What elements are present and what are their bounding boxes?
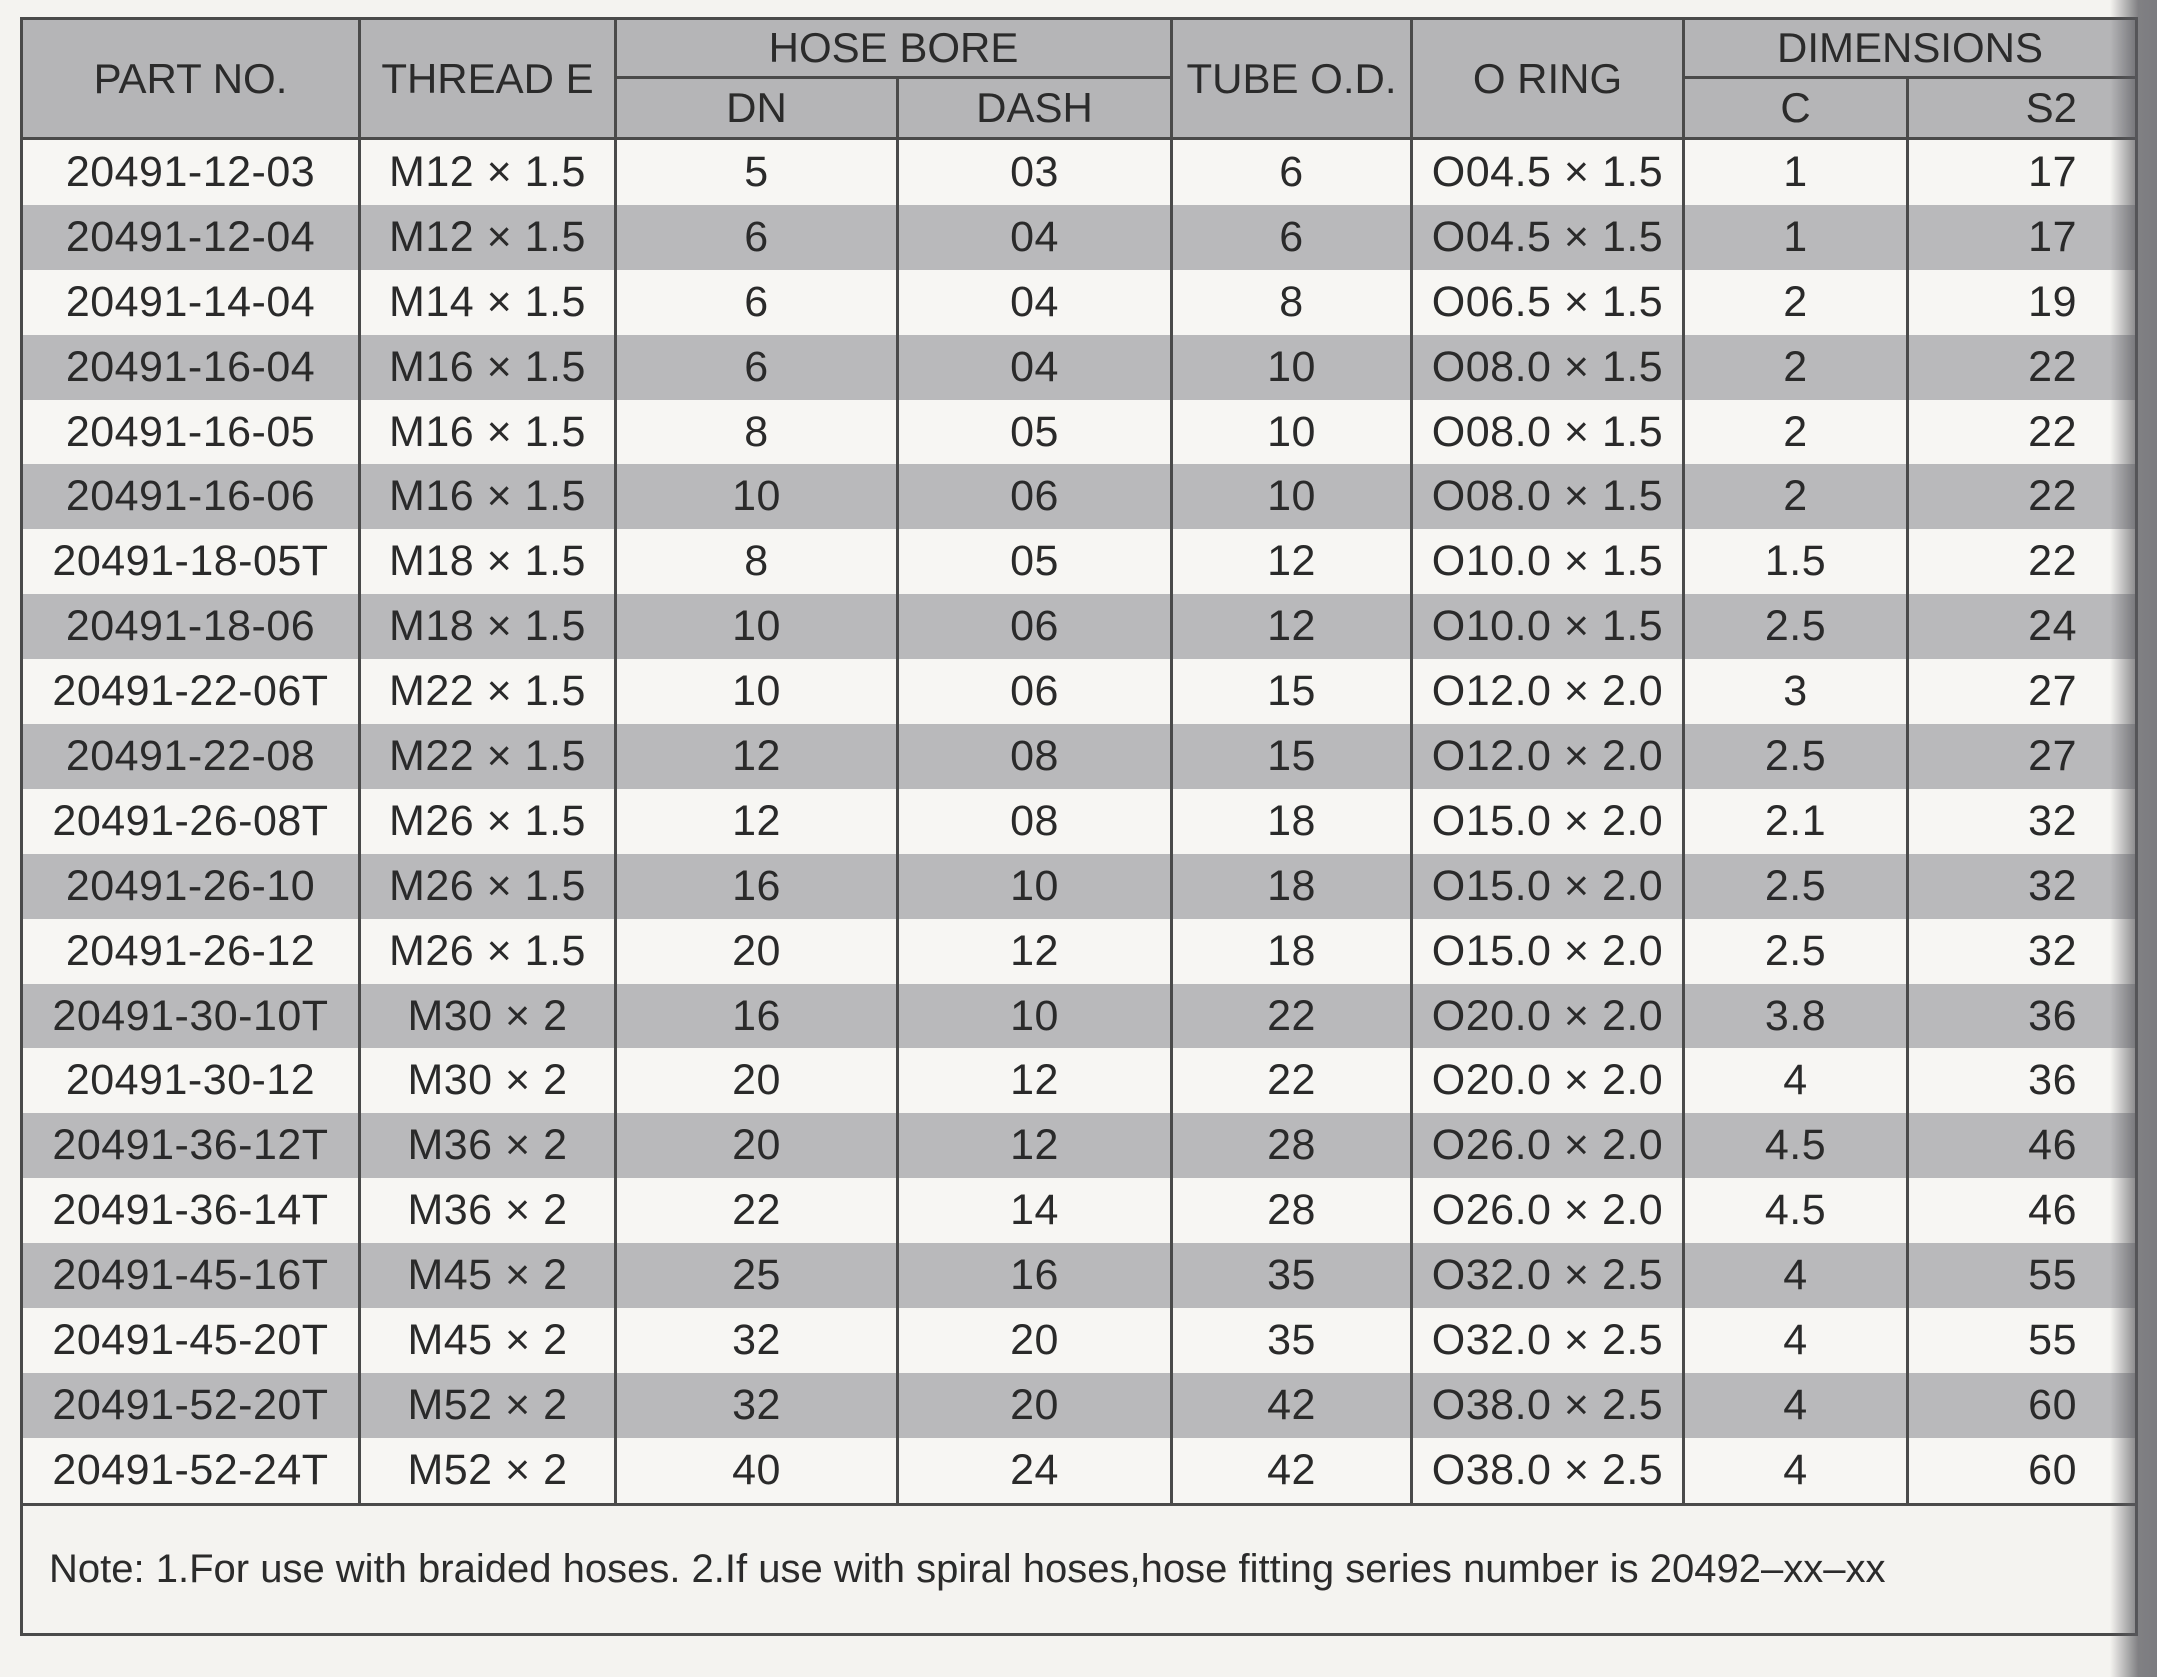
cell-c: 4: [1684, 1308, 1908, 1373]
cell-o-ring: O10.0 × 1.5: [1412, 529, 1684, 594]
cell-s2: 46: [1908, 1178, 2137, 1243]
cell-thread: M26 × 1.5: [360, 854, 616, 919]
cell-part-no: 20491-16-06: [22, 464, 360, 529]
table-row: [22, 1113, 2137, 1178]
table-row: [22, 789, 2137, 854]
table-row: [22, 529, 2137, 594]
table-row: [22, 659, 2137, 724]
cell-dash: 12: [898, 1113, 1172, 1178]
cell-c: 2.5: [1684, 594, 1908, 659]
cell-thread: M45 × 2: [360, 1243, 616, 1308]
table-row: [22, 1048, 2137, 1113]
cell-o-ring: O08.0 × 1.5: [1412, 400, 1684, 465]
table-body: [22, 139, 2137, 1505]
cell-part-no: 20491-36-14T: [22, 1178, 360, 1243]
cell-thread: M45 × 2: [360, 1308, 616, 1373]
cell-dn: 12: [616, 789, 898, 854]
cell-c: 2: [1684, 464, 1908, 529]
cell-tube-od: 22: [1172, 1048, 1412, 1113]
cell-s2: 60: [1908, 1438, 2137, 1504]
cell-c: 3.8: [1684, 984, 1908, 1049]
cell-dash: 06: [898, 464, 1172, 529]
cell-tube-od: 8: [1172, 270, 1412, 335]
cell-thread: M52 × 2: [360, 1438, 616, 1504]
cell-dash: 04: [898, 205, 1172, 270]
cell-tube-od: 42: [1172, 1373, 1412, 1438]
cell-o-ring: O32.0 × 2.5: [1412, 1308, 1684, 1373]
cell-dn: 6: [616, 205, 898, 270]
table-row: [22, 919, 2137, 984]
cell-thread: M12 × 1.5: [360, 205, 616, 270]
cell-dash: 06: [898, 594, 1172, 659]
cell-o-ring: O04.5 × 1.5: [1412, 205, 1684, 270]
cell-dn: 6: [616, 335, 898, 400]
cell-part-no: 20491-16-04: [22, 335, 360, 400]
table-row: [22, 400, 2137, 465]
cell-dn: 10: [616, 594, 898, 659]
cell-thread: M52 × 2: [360, 1373, 616, 1438]
cell-part-no: 20491-26-10: [22, 854, 360, 919]
cell-dn: 5: [616, 139, 898, 205]
cell-c: 2: [1684, 335, 1908, 400]
cell-dash: 20: [898, 1308, 1172, 1373]
cell-dash: 20: [898, 1373, 1172, 1438]
cell-part-no: 20491-18-05T: [22, 529, 360, 594]
cell-dash: 04: [898, 270, 1172, 335]
cell-thread: M16 × 1.5: [360, 464, 616, 529]
cell-s2: 60: [1908, 1373, 2137, 1438]
cell-c: 4.5: [1684, 1113, 1908, 1178]
cell-o-ring: O20.0 × 2.0: [1412, 984, 1684, 1049]
cell-part-no: 20491-45-16T: [22, 1243, 360, 1308]
table-note: Note: 1.For use with braided hoses. 2.If use with spiral hoses,hose fitting series number is 20492–xx–xx: [22, 1504, 2137, 1634]
cell-c: 2.5: [1684, 854, 1908, 919]
cell-s2: 36: [1908, 1048, 2137, 1113]
cell-part-no: 20491-30-12: [22, 1048, 360, 1113]
cell-dn: 22: [616, 1178, 898, 1243]
cell-o-ring: O26.0 × 2.0: [1412, 1178, 1684, 1243]
cell-o-ring: O20.0 × 2.0: [1412, 1048, 1684, 1113]
cell-part-no: 20491-14-04: [22, 270, 360, 335]
cell-c: 2.1: [1684, 789, 1908, 854]
page-edge-shadow: [2110, 0, 2157, 1677]
cell-dn: 10: [616, 464, 898, 529]
cell-s2: 27: [1908, 724, 2137, 789]
header-o-ring: O RING: [1412, 19, 1684, 139]
cell-tube-od: 6: [1172, 139, 1412, 205]
cell-o-ring: O15.0 × 2.0: [1412, 919, 1684, 984]
cell-dn: 16: [616, 854, 898, 919]
cell-o-ring: O12.0 × 2.0: [1412, 724, 1684, 789]
header-thread: THREAD E: [360, 19, 616, 139]
cell-o-ring: O08.0 × 1.5: [1412, 335, 1684, 400]
cell-o-ring: O15.0 × 2.0: [1412, 789, 1684, 854]
cell-dn: 8: [616, 400, 898, 465]
cell-c: 1: [1684, 205, 1908, 270]
cell-thread: M16 × 1.5: [360, 335, 616, 400]
table-row: [22, 724, 2137, 789]
table-row: [22, 1373, 2137, 1438]
cell-c: 4: [1684, 1243, 1908, 1308]
cell-dn: 20: [616, 1113, 898, 1178]
cell-thread: M18 × 1.5: [360, 529, 616, 594]
cell-dash: 05: [898, 529, 1172, 594]
cell-thread: M18 × 1.5: [360, 594, 616, 659]
cell-thread: M30 × 2: [360, 984, 616, 1049]
cell-dn: 12: [616, 724, 898, 789]
cell-thread: M36 × 2: [360, 1113, 616, 1178]
cell-c: 4.5: [1684, 1178, 1908, 1243]
cell-part-no: 20491-52-20T: [22, 1373, 360, 1438]
cell-s2: 27: [1908, 659, 2137, 724]
table-row: [22, 270, 2137, 335]
cell-part-no: 20491-12-03: [22, 139, 360, 205]
cell-dn: 32: [616, 1373, 898, 1438]
cell-tube-od: 18: [1172, 919, 1412, 984]
cell-dash: 12: [898, 919, 1172, 984]
cell-c: 1.5: [1684, 529, 1908, 594]
cell-c: 4: [1684, 1438, 1908, 1504]
cell-part-no: 20491-26-08T: [22, 789, 360, 854]
table-header: [22, 19, 2137, 139]
cell-tube-od: 35: [1172, 1308, 1412, 1373]
cell-thread: M26 × 1.5: [360, 919, 616, 984]
cell-tube-od: 18: [1172, 789, 1412, 854]
cell-o-ring: O10.0 × 1.5: [1412, 594, 1684, 659]
cell-tube-od: 15: [1172, 659, 1412, 724]
cell-s2: 32: [1908, 919, 2137, 984]
cell-tube-od: 18: [1172, 854, 1412, 919]
cell-s2: 17: [1908, 139, 2137, 205]
cell-o-ring: O38.0 × 2.5: [1412, 1373, 1684, 1438]
cell-part-no: 20491-22-06T: [22, 659, 360, 724]
cell-part-no: 20491-26-12: [22, 919, 360, 984]
header-part-no: PART NO.: [22, 19, 360, 139]
header-s2: S2: [1908, 78, 2137, 139]
cell-dn: 10: [616, 659, 898, 724]
cell-dash: 08: [898, 789, 1172, 854]
cell-o-ring: O38.0 × 2.5: [1412, 1438, 1684, 1504]
cell-tube-od: 22: [1172, 984, 1412, 1049]
cell-thread: M26 × 1.5: [360, 789, 616, 854]
cell-thread: M14 × 1.5: [360, 270, 616, 335]
cell-c: 2: [1684, 400, 1908, 465]
cell-o-ring: O12.0 × 2.0: [1412, 659, 1684, 724]
cell-dash: 16: [898, 1243, 1172, 1308]
cell-part-no: 20491-36-12T: [22, 1113, 360, 1178]
cell-thread: M22 × 1.5: [360, 659, 616, 724]
header-dn: DN: [616, 78, 898, 139]
cell-thread: M16 × 1.5: [360, 400, 616, 465]
table-row: [22, 1178, 2137, 1243]
cell-dash: 24: [898, 1438, 1172, 1504]
cell-o-ring: O04.5 × 1.5: [1412, 139, 1684, 205]
cell-s2: 22: [1908, 464, 2137, 529]
cell-o-ring: O15.0 × 2.0: [1412, 854, 1684, 919]
cell-c: 2.5: [1684, 724, 1908, 789]
cell-c: 2: [1684, 270, 1908, 335]
cell-tube-od: 42: [1172, 1438, 1412, 1504]
cell-tube-od: 15: [1172, 724, 1412, 789]
cell-tube-od: 28: [1172, 1178, 1412, 1243]
cell-s2: 55: [1908, 1243, 2137, 1308]
cell-dash: 04: [898, 335, 1172, 400]
cell-dash: 05: [898, 400, 1172, 465]
cell-part-no: 20491-12-04: [22, 205, 360, 270]
cell-dn: 20: [616, 1048, 898, 1113]
cell-dn: 6: [616, 270, 898, 335]
cell-part-no: 20491-22-08: [22, 724, 360, 789]
table-row: [22, 1243, 2137, 1308]
table-row: [22, 464, 2137, 529]
header-c: C: [1684, 78, 1908, 139]
cell-tube-od: 6: [1172, 205, 1412, 270]
cell-dn: 8: [616, 529, 898, 594]
cell-thread: M12 × 1.5: [360, 139, 616, 205]
cell-c: 3: [1684, 659, 1908, 724]
table-row: [22, 594, 2137, 659]
cell-s2: 55: [1908, 1308, 2137, 1373]
cell-dash: 10: [898, 854, 1172, 919]
cell-part-no: 20491-45-20T: [22, 1308, 360, 1373]
table-row: [22, 1438, 2137, 1504]
cell-c: 2.5: [1684, 919, 1908, 984]
cell-dash: 06: [898, 659, 1172, 724]
cell-dn: 16: [616, 984, 898, 1049]
header-hose-bore: HOSE BORE: [616, 19, 1172, 78]
table-row: [22, 335, 2137, 400]
header-dash: DASH: [898, 78, 1172, 139]
cell-o-ring: O32.0 × 2.5: [1412, 1243, 1684, 1308]
cell-dn: 20: [616, 919, 898, 984]
cell-tube-od: 10: [1172, 464, 1412, 529]
cell-c: 4: [1684, 1048, 1908, 1113]
cell-s2: 32: [1908, 789, 2137, 854]
cell-s2: 36: [1908, 984, 2137, 1049]
cell-dn: 32: [616, 1308, 898, 1373]
cell-o-ring: O06.5 × 1.5: [1412, 270, 1684, 335]
header-tube-od: TUBE O.D.: [1172, 19, 1412, 139]
cell-s2: 46: [1908, 1113, 2137, 1178]
cell-tube-od: 10: [1172, 335, 1412, 400]
cell-o-ring: O08.0 × 1.5: [1412, 464, 1684, 529]
cell-part-no: 20491-18-06: [22, 594, 360, 659]
table-row: [22, 854, 2137, 919]
cell-tube-od: 12: [1172, 594, 1412, 659]
cell-s2: 22: [1908, 400, 2137, 465]
header-dimensions: DIMENSIONS: [1684, 19, 2137, 78]
cell-part-no: 20491-52-24T: [22, 1438, 360, 1504]
cell-dn: 40: [616, 1438, 898, 1504]
cell-tube-od: 10: [1172, 400, 1412, 465]
cell-dash: 03: [898, 139, 1172, 205]
cell-tube-od: 28: [1172, 1113, 1412, 1178]
cell-o-ring: O26.0 × 2.0: [1412, 1113, 1684, 1178]
cell-part-no: 20491-16-05: [22, 400, 360, 465]
cell-dash: 10: [898, 984, 1172, 1049]
table-row: [22, 205, 2137, 270]
cell-tube-od: 12: [1172, 529, 1412, 594]
cell-thread: M36 × 2: [360, 1178, 616, 1243]
cell-thread: M22 × 1.5: [360, 724, 616, 789]
fitting-spec-table: [20, 17, 2138, 1636]
cell-s2: 17: [1908, 205, 2137, 270]
cell-dash: 14: [898, 1178, 1172, 1243]
cell-s2: 19: [1908, 270, 2137, 335]
cell-s2: 22: [1908, 335, 2137, 400]
cell-part-no: 20491-30-10T: [22, 984, 360, 1049]
cell-dn: 25: [616, 1243, 898, 1308]
cell-dash: 08: [898, 724, 1172, 789]
cell-dash: 12: [898, 1048, 1172, 1113]
table-row: [22, 139, 2137, 205]
table-row: [22, 1308, 2137, 1373]
cell-c: 4: [1684, 1373, 1908, 1438]
cell-s2: 22: [1908, 529, 2137, 594]
cell-tube-od: 35: [1172, 1243, 1412, 1308]
table-row: [22, 984, 2137, 1049]
cell-thread: M30 × 2: [360, 1048, 616, 1113]
cell-s2: 32: [1908, 854, 2137, 919]
cell-s2: 24: [1908, 594, 2137, 659]
cell-c: 1: [1684, 139, 1908, 205]
